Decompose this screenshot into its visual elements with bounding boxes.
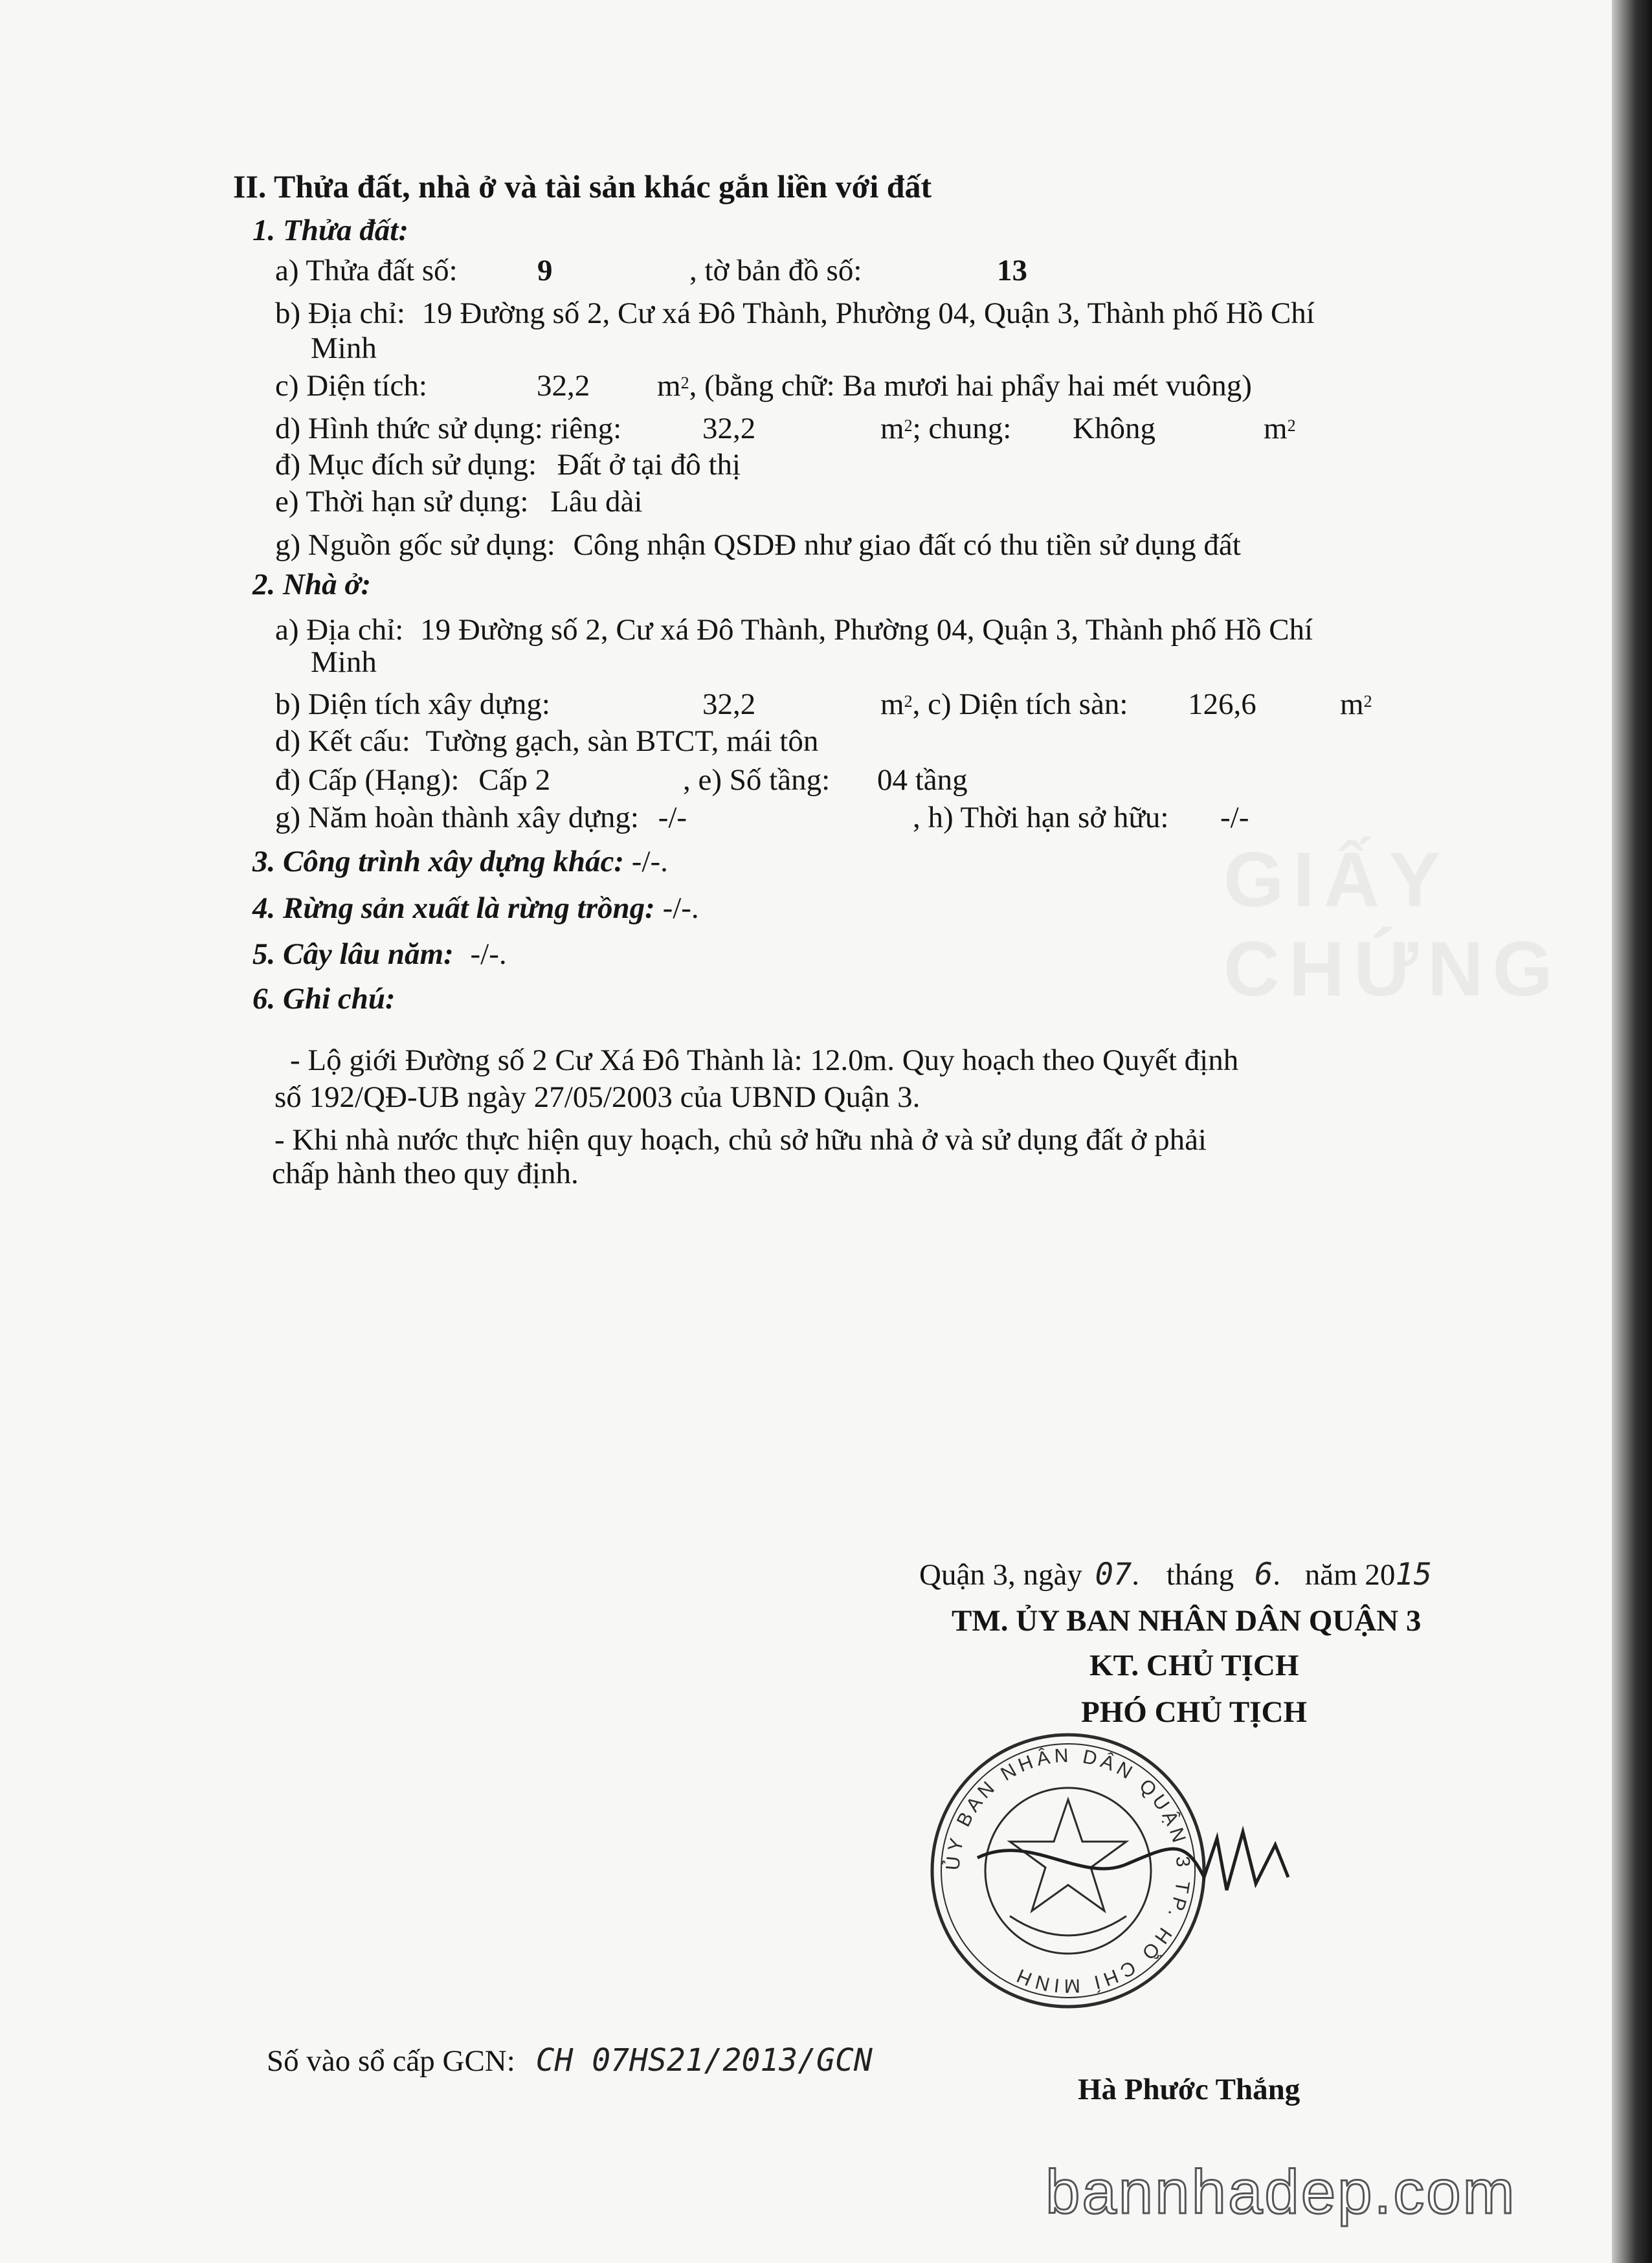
notes-heading: 6. Ghi chú: [252, 982, 396, 1016]
scan-edge [1612, 0, 1652, 2263]
purpose-value: Đất ở tại đô thị [557, 448, 741, 482]
background-ghost-print: GIẤY CHỨNG [1223, 836, 1562, 1012]
notes-line-2: số 192/QĐ-UB ngày 27/05/2003 của UBND Quận 3. [274, 1080, 921, 1114]
build-area-label: b) Diện tích xây dựng: [275, 687, 550, 721]
perennial-trees-row [252, 936, 507, 972]
land-area-label: c) Diện tích: [275, 369, 427, 403]
parcel-label: a) Thửa đất số: [275, 254, 458, 287]
term-value: Lâu dài [550, 485, 643, 518]
month-label: tháng [1166, 1558, 1234, 1592]
production-forest-label: 4. Rừng sản xuất là rừng trồng: [252, 891, 655, 925]
use-private-value: 32,2 [702, 412, 756, 445]
watermark: bannhadep.com [1045, 2157, 1517, 2227]
land-area-row [275, 368, 1252, 404]
signature-scribble [971, 1812, 1334, 1929]
house-heading: 2. Nhà ở: [252, 568, 372, 601]
perennial-trees-value: -/-. [470, 937, 507, 971]
ownership-term-value: -/- [1220, 801, 1249, 834]
notes-line-1: - Lộ giới Đường số 2 Cư Xá Đô Thành là: 12.0m. Quy hoạch theo Quyết định [290, 1043, 1239, 1077]
use-common-unit: $m^2$ [1264, 412, 1296, 445]
map-number: 13 [997, 254, 1027, 287]
notes-line-3: - Khi nhà nước thực hiện quy hoạch, chủ sở hữu nhà ở và sử dụng đất ở phải [274, 1123, 1207, 1157]
date-day: 07 [1095, 1557, 1132, 1592]
floors-label: , e) Số tầng: [683, 763, 831, 797]
land-area-value: 32,2 [537, 369, 590, 403]
other-construction-row [252, 843, 668, 880]
land-address-value: 19 Đường số 2, Cư xá Đô Thành, Phường 04, Quận 3, Thành phố Hồ Chí [421, 296, 1315, 330]
build-area-value: 32,2 [702, 687, 756, 721]
parcel-number: 9 [537, 254, 553, 287]
grade-label: đ) Cấp (Hạng): [275, 763, 460, 797]
house-area-row [275, 686, 1372, 722]
other-construction-value: -/-. [631, 845, 668, 878]
production-forest-value: -/-. [662, 891, 699, 925]
house-grade-row [275, 762, 968, 798]
floor-area-value: 126,6 [1188, 687, 1256, 721]
build-area-unit: $m^2$, c) Diện tích sàn: [880, 687, 1128, 721]
ownership-term-label: , h) Thời hạn sở hữu: [913, 801, 1169, 834]
origin-label: g) Nguồn gốc sử dụng: [275, 528, 555, 562]
notes-line-4: chấp hành theo quy định. [272, 1157, 579, 1190]
land-address-row [275, 295, 1315, 331]
land-term-row [275, 484, 642, 520]
position-line-2: PHÓ CHỦ TỊCH [1081, 1695, 1308, 1729]
land-heading: 1. Thửa đất: [252, 214, 408, 247]
land-parcel-row [275, 252, 1027, 289]
completed-value: -/- [658, 801, 687, 834]
registry-value: CH 07HS21/2013/GCN [535, 2042, 873, 2079]
land-use-form-row [275, 410, 1296, 447]
grade-value: Cấp 2 [478, 763, 551, 797]
term-label: e) Thời hạn sử dụng: [275, 485, 529, 518]
house-address-label: a) Địa chỉ: [275, 613, 404, 647]
section-title: II. Thửa đất, nhà ở và tài sản khác gắn liền với đất [233, 168, 932, 205]
house-structure-row [275, 723, 818, 759]
floor-area-unit: $m^2$ [1340, 687, 1372, 721]
land-address-label: b) Địa chỉ: [275, 296, 405, 330]
use-common-value: Không [1073, 412, 1155, 445]
issuing-org: TM. ỦY BAN NHÂN DÂN QUẬN 3 [952, 1604, 1422, 1638]
seal-ring-text: ỦY BAN NHÂN DÂN QUẬN 3 TP. HỒ CHÍ MINH [942, 1745, 1194, 1997]
completed-label: g) Năm hoàn thành xây dựng: [275, 801, 639, 834]
house-address-line2: Minh [311, 645, 377, 679]
year-label: năm 20 [1304, 1558, 1396, 1592]
map-label: , tờ bản đồ số: [689, 254, 862, 287]
date-month: 6 [1254, 1557, 1273, 1592]
floors-value: 04 tầng [877, 763, 968, 797]
structure-value: Tường gạch, sàn BTCT, mái tôn [425, 724, 819, 758]
land-area-unit: $m^2$, (bằng chữ: Ba mươi hai phẩy hai mét vuông) [657, 369, 1252, 403]
structure-label: d) Kết cấu: [275, 724, 410, 758]
registry-label: Số vào sổ cấp GCN: [267, 2044, 515, 2078]
land-purpose-row [275, 447, 741, 483]
position-line-1: KT. CHỦ TỊCH [1089, 1649, 1299, 1682]
use-form-label: d) Hình thức sử dụng: riêng: [275, 412, 622, 445]
place-date-prefix: Quận 3, ngày [919, 1558, 1082, 1592]
land-origin-row [275, 527, 1241, 563]
house-address-row [275, 612, 1313, 648]
date-year-suffix: 15 [1395, 1557, 1432, 1592]
house-address-value: 19 Đường số 2, Cư xá Đô Thành, Phường 04, Quận 3, Thành phố Hồ Chí [420, 613, 1313, 647]
other-construction-label: 3. Công trình xây dựng khác: [252, 845, 624, 878]
signer-name: Hà Phước Thắng [1078, 2073, 1300, 2106]
place-date: Quận 3, ngày 07. tháng 6. năm 2015 [919, 1557, 1432, 1592]
house-completed-row [275, 799, 1249, 836]
registry-row [267, 2042, 873, 2079]
origin-value: Công nhận QSDĐ như giao đất có thu tiền sử dụng đất [573, 528, 1241, 562]
use-private-unit: $m^2$; chung: [880, 412, 1012, 445]
land-address-line2: Minh [311, 331, 377, 365]
purpose-label: đ) Mục đích sử dụng: [275, 448, 537, 482]
perennial-trees-label: 5. Cây lâu năm: [252, 937, 454, 971]
production-forest-row [252, 890, 699, 926]
